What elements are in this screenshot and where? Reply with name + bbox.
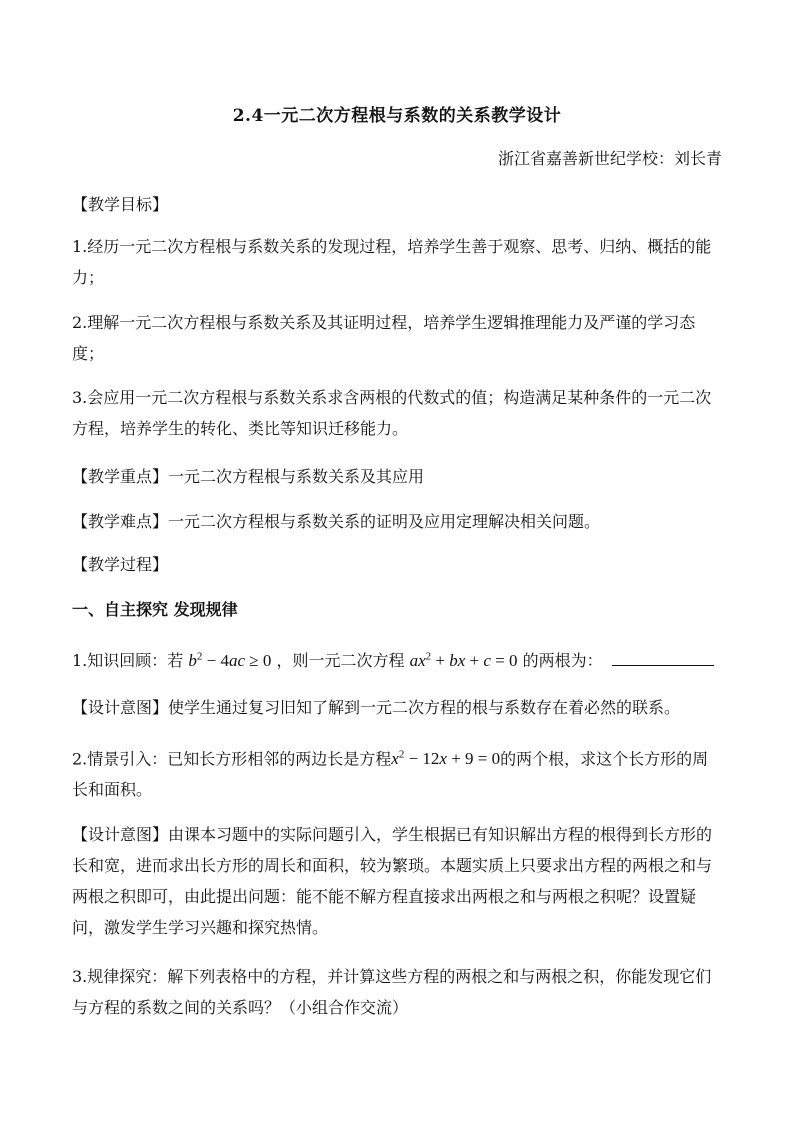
- discriminant-condition: $b^2 - 4ac \ge 0$: [188, 650, 272, 670]
- step-2-scenario: [72, 740, 720, 805]
- process-heading: 【教学过程】: [72, 555, 169, 574]
- goal-item-3: 3.会应用一元二次方程根与系数关系求含两根的代数式的值；构造满足某种条件的一元二次方程，培养学生的转化、类比等知识迁移能力。: [72, 388, 712, 438]
- step-2-prefix: 2.情景引入：已知长方形相邻的两边长是方程: [72, 749, 392, 769]
- document-title: 2.4一元二次方程根与系数的关系教学设计: [232, 106, 562, 126]
- answer-blank: [612, 651, 714, 666]
- goal-item-2: 2.理解一元二次方程根与系数关系及其证明过程，培养学生逻辑推理能力及严谨的学习态度；: [72, 313, 696, 363]
- design-intent-1: 【设计意图】使学生通过复习旧知了解到一元二次方程的根与系数存在着必然的联系。: [72, 698, 681, 717]
- difficulty-line: 【教学难点】一元二次方程根与系数关系的证明及应用定理解决相关问题。: [72, 512, 601, 531]
- step-1-suffix: 的两根为：: [522, 651, 603, 670]
- goals-heading: 【教学目标】: [72, 195, 169, 214]
- step-1-knowledge-review: [72, 648, 714, 671]
- rectangle-equation: $x^2 - 12x + 9 = 0$: [391, 749, 501, 769]
- step-1-middle: ，则一元二次方程: [276, 651, 405, 670]
- key-point-line: 【教学重点】一元二次方程根与系数关系及其应用: [72, 467, 425, 486]
- author-line: 浙江省嘉善新世纪学校：刘长青: [497, 149, 722, 168]
- step-3-exploration: 3.规律探究：解下列表格中的方程，并计算这些方程的两根之和与两根之积，你能发现它们与方程的系数之间的关系吗？（小组合作交流）: [72, 967, 712, 1017]
- section-heading-1: 一、自主探究 发现规律: [72, 600, 238, 619]
- goal-item-1: 1.经历一元二次方程根与系数关系的发现过程，培养学生善于观察、思考、归纳、概括的能力；: [72, 237, 712, 287]
- step-2-suffix: 的两个根，求这个长方形的周长和面积。: [72, 749, 709, 800]
- design-intent-2: 【设计意图】由课本习题中的实际问题引入，学生根据已有知识解出方程的根得到长方形的长和宽，进而求出长方形的周长和面积，较为繁琐。本题实质上只要求出方程的两根之和与两根之积即可，由此提出问题：能不能不解方程直接求出两根之和与两根之积呢？设置疑问，激发学生学习兴趣和探究热情。: [72, 825, 713, 937]
- general-quadratic-equation: $ax^2$ + bx + c = 0: [409, 650, 518, 670]
- step-1-prefix: 1.知识回顾：若: [72, 651, 184, 670]
